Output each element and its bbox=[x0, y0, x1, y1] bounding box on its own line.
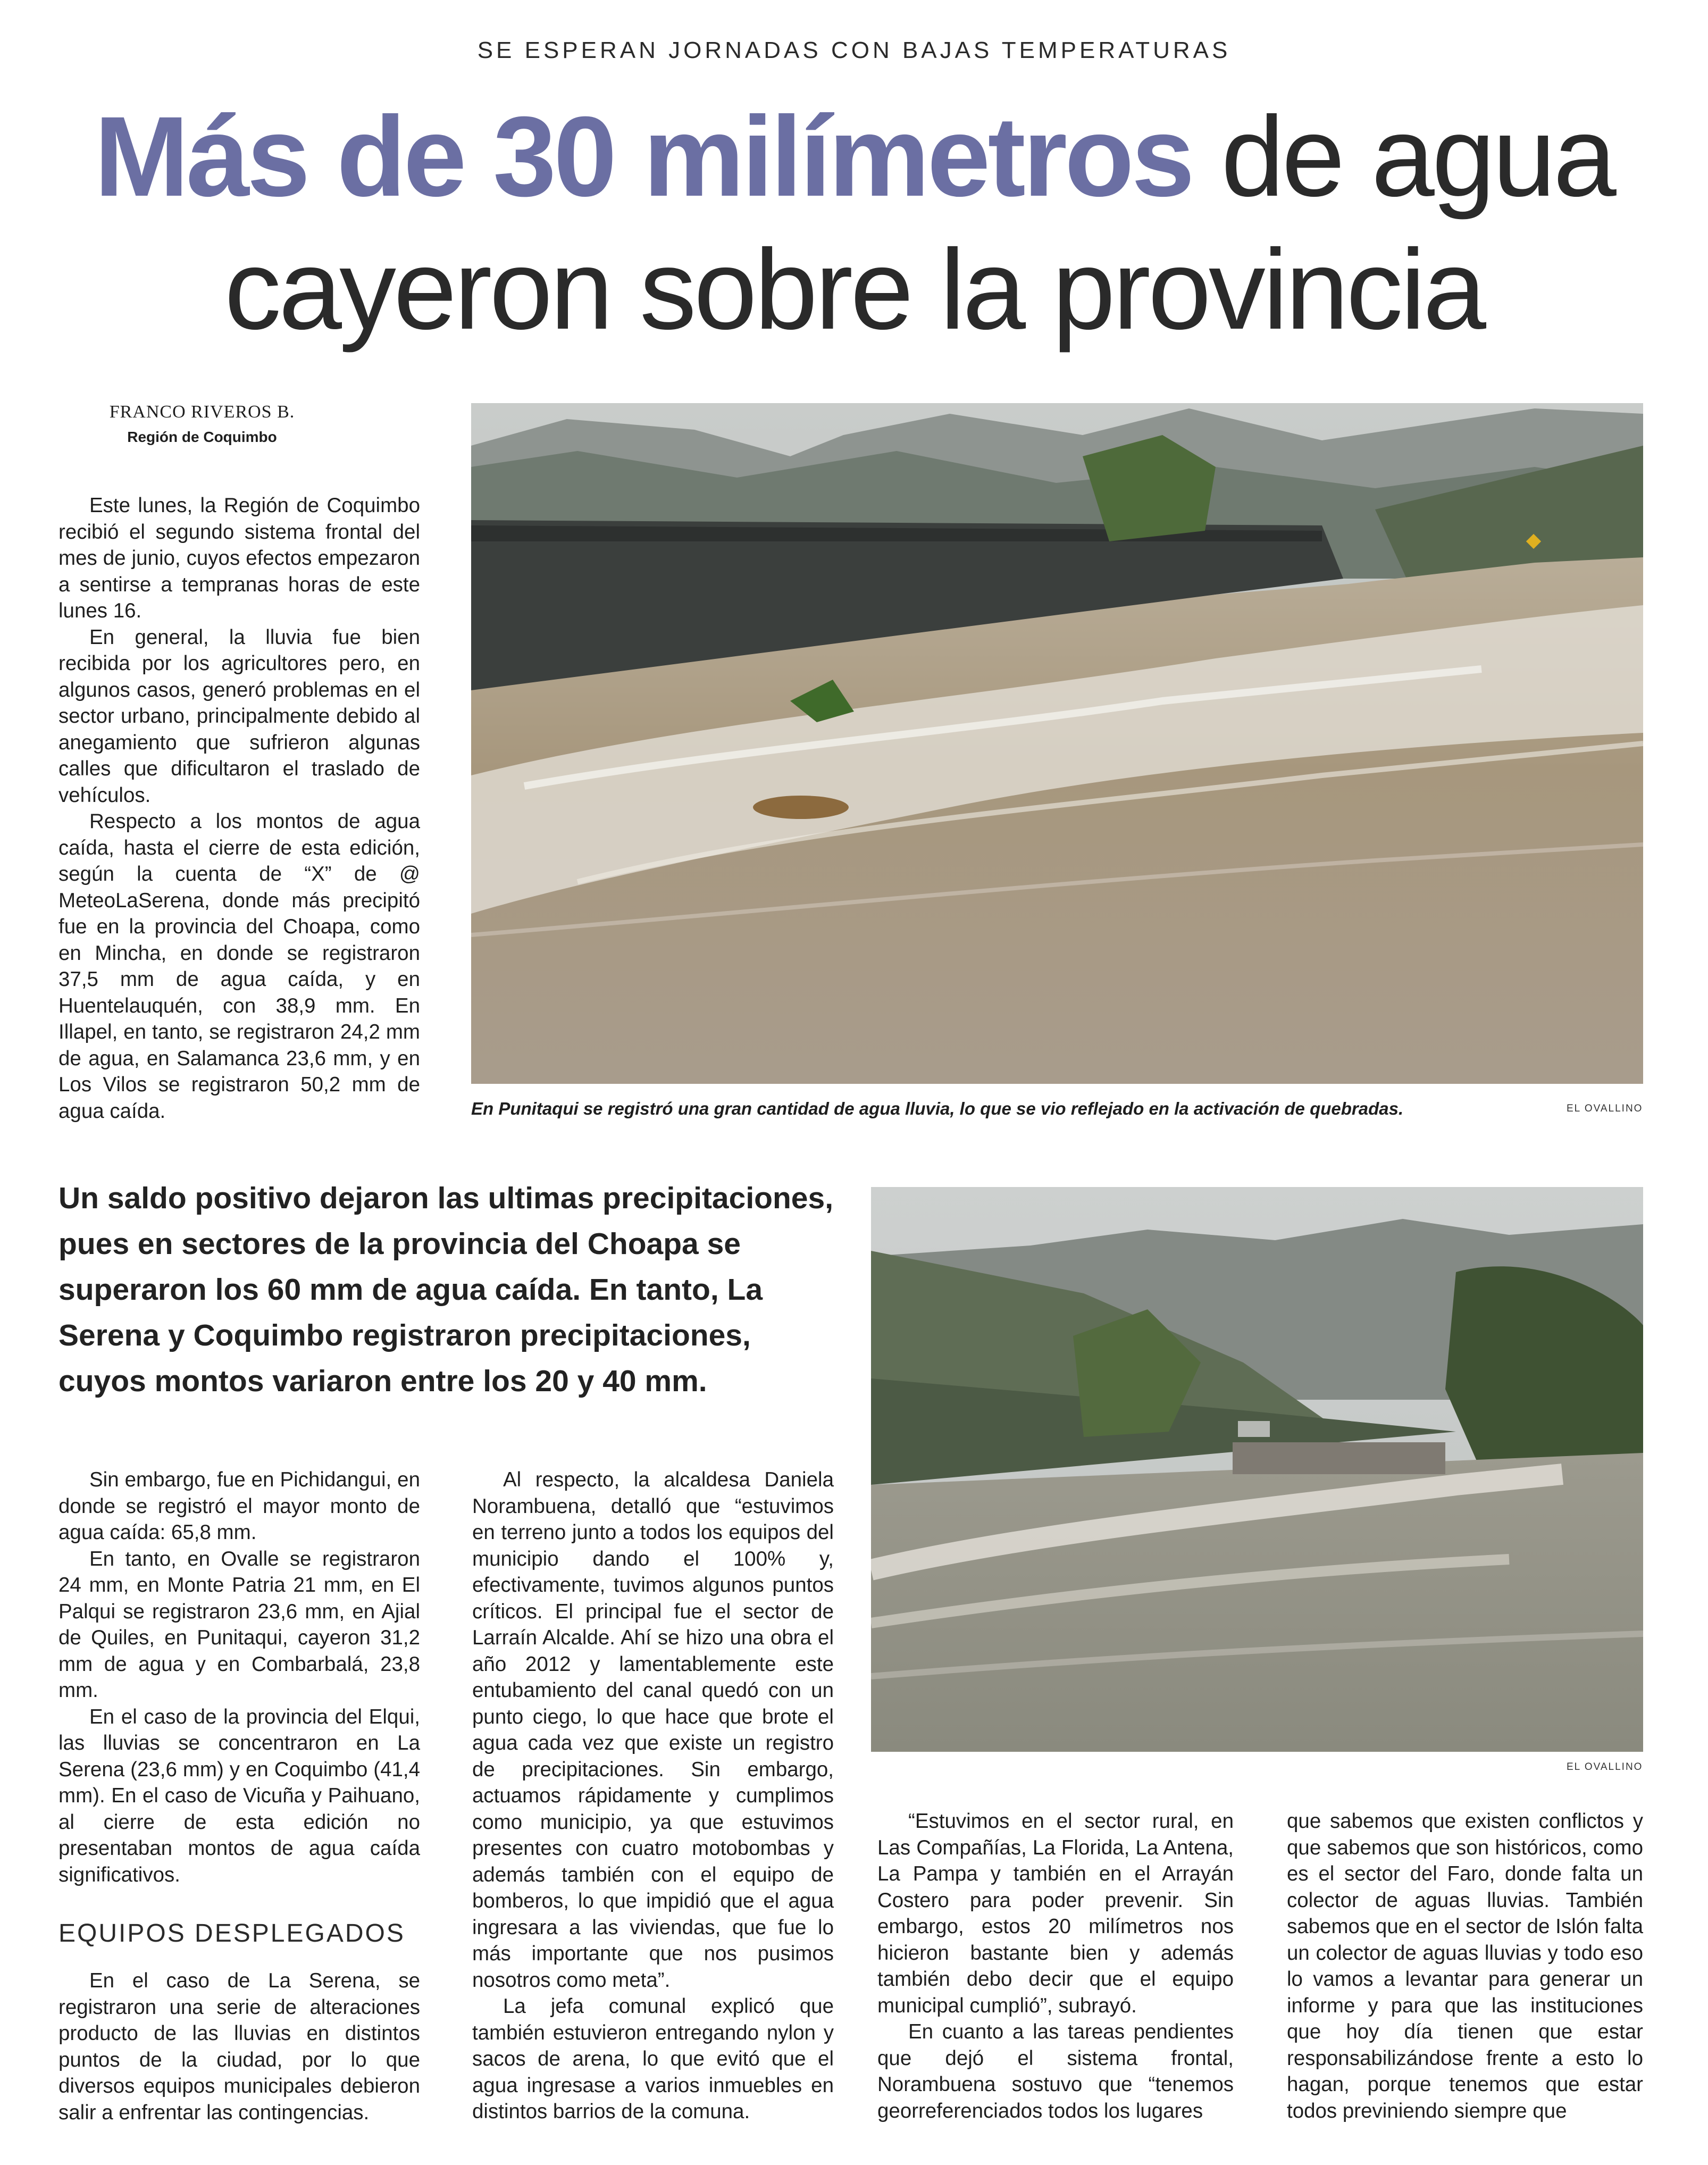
photo-river-overflow bbox=[871, 1187, 1643, 1752]
photo-flooded-road bbox=[471, 403, 1643, 1084]
headline-rest: de agua bbox=[1192, 93, 1614, 220]
intro-column bbox=[58, 492, 420, 1124]
subhead: EQUIPOS DESPLEGADOS bbox=[58, 1919, 405, 1947]
intro-paragraph: En general, la lluvia fue bien recibida por los agricultores pero, en algunos casos, generó problemas en el sector urbano, principalmente debido al anegamiento que sufrieron algunas calles que dificultaron el traslado de vehículos. bbox=[58, 625, 420, 807]
intro-paragraph: Respecto a los montos de agua caída, hasta el cierre de esta edición, según la cuenta de “X” de @ MeteoLaSerena, donde más precipitó fue en la provincia del Choapa, como en Mincha, en donde se registraron 37,5 mm de agua caída, y en Huentelauquén, con 38,9 mm. En Illapel, en tanto, se registraron 24,2 mm de agua, en Salamanca 23,6 mm, y en Los Vilos se registraron 50,2 mm de agua caída. bbox=[58, 810, 420, 1123]
intro-paragraph: Este lunes, la Región de Coquimbo recibió el segundo sistema frontal del mes de junio, cuyos efectos empezaron a sentirse a tempranas horas de este lunes 16. bbox=[58, 494, 420, 622]
body-column-1b bbox=[58, 1968, 420, 2126]
body-paragraph: La jefa comunal explicó que también estuvieron entregando nylon y sacos de arena, lo que evitó que el agua ingresase a varios inmuebles en distintos barrios de la comuna. bbox=[472, 1995, 834, 2123]
byline-region: Región de Coquimbo bbox=[127, 429, 277, 445]
body-paragraph: En el caso de La Serena, se registraron una serie de alteraciones producto de las lluvias en distintos puntos de la ciudad, por lo que diversos equipos municipales debieron salir a enfrentar las contingencias. bbox=[58, 1969, 420, 2124]
body-paragraph: que sabemos que existen conflictos y que sabemos que son históricos, como es el sector del Faro, donde falta un colector de aguas lluvias. También sabemos que en el sector de Islón falta un colector de aguas lluvias y todo eso lo vamos a levantar para generar un informe y para que las instituciones que hoy día tienen que estar responsabilizándose frente a esto lo hagan, porque tenemos que estar todos previniendo siempre que bbox=[1287, 1810, 1643, 2122]
photo2-credit: EL OVALLINO bbox=[1567, 1761, 1643, 1773]
headline bbox=[64, 90, 1644, 356]
body-column-1 bbox=[58, 1467, 420, 1888]
headline-highlight: Más de 30 milímetros bbox=[94, 93, 1192, 220]
headline-line2: cayeron sobre la provincia bbox=[224, 226, 1484, 353]
body-paragraph: “Estuvimos en el sector rural, en Las Compañías, La Florida, La Antena, La Pampa y también en el Arrayán Costero para poder prevenir. Sin embargo, estos 20 milímetros nos hicieron bastante bien y además también debo decir que el equipo municipal cumplió”, subrayó. bbox=[877, 1810, 1234, 2017]
kicker: SE ESPERAN JORNADAS CON BAJAS TEMPERATURAS bbox=[477, 37, 1231, 63]
body-paragraph: En el caso de la provincia del Elqui, las lluvias se concentraron en La Serena (23,6 mm) y en Coquimbo (41,4 mm). En el caso de Vicuña y Paihuano, al cierre de esta edición no presentaban montos de agua caída significativos. bbox=[58, 1705, 420, 1886]
body-paragraph: Sin embargo, fue en Pichidangui, en donde se registró el mayor monto de agua caída: 65,8 mm. bbox=[58, 1468, 420, 1544]
body-paragraph: En cuanto a las tareas pendientes que dejó el sistema frontal, Norambuena sostuvo que “tenemos georreferenciados todos los lugares bbox=[877, 2020, 1234, 2122]
body-column-2 bbox=[472, 1467, 834, 2125]
body-column-4 bbox=[1287, 1808, 1643, 2124]
photo1-caption: En Punitaqui se registró una gran cantidad de agua lluvia, lo que se vio reflejado en la activación de quebradas. bbox=[471, 1099, 1404, 1118]
lead-paragraph: Un saldo positivo dejaron las ultimas precipitaciones, pues en sectores de la provincia del Choapa se superaron los 60 mm de agua caída. En tanto, La Serena y Coquimbo registraron precipitaciones, cuyos montos variaron entre los 20 y 40 mm. bbox=[58, 1181, 834, 1398]
byline-author: FRANCO RIVEROS B. bbox=[109, 402, 295, 422]
body-column-3 bbox=[877, 1808, 1234, 2124]
body-paragraph: Al respecto, la alcaldesa Daniela Norambuena, detalló que “estuvimos en terreno junto a todos los equipos del municipio dando el 100% y, efectivamente, tuvimos algunos puntos críticos. El principal fue el sector de Larraín Alcalde. Ahí se hizo una obra el año 2012 y lamentablemente este entubamiento del canal quedó con un punto ciego, lo que hace que brote el agua cada vez que existe un registro de precipitaciones. Sin embargo, actuamos rápidamente y cumplimos como municipio, ya que estuvimos presentes con cuatro motobombas y además también con el equipo de bomberos, lo que impidió que el agua ingresara a las viviendas, que fue lo más importante que nos pusimos nosotros como meta”. bbox=[472, 1468, 834, 1992]
photo1-credit: EL OVALLINO bbox=[1567, 1103, 1643, 1114]
body-paragraph: En tanto, en Ovalle se registraron 24 mm, en Monte Patria 21 mm, en El Palqui se registraron 23,6 mm, en Ajial de Quiles, en Punitaqui, cayeron 31,2 mm de agua y en Combarbalá, 23,8 mm. bbox=[58, 1547, 420, 1702]
